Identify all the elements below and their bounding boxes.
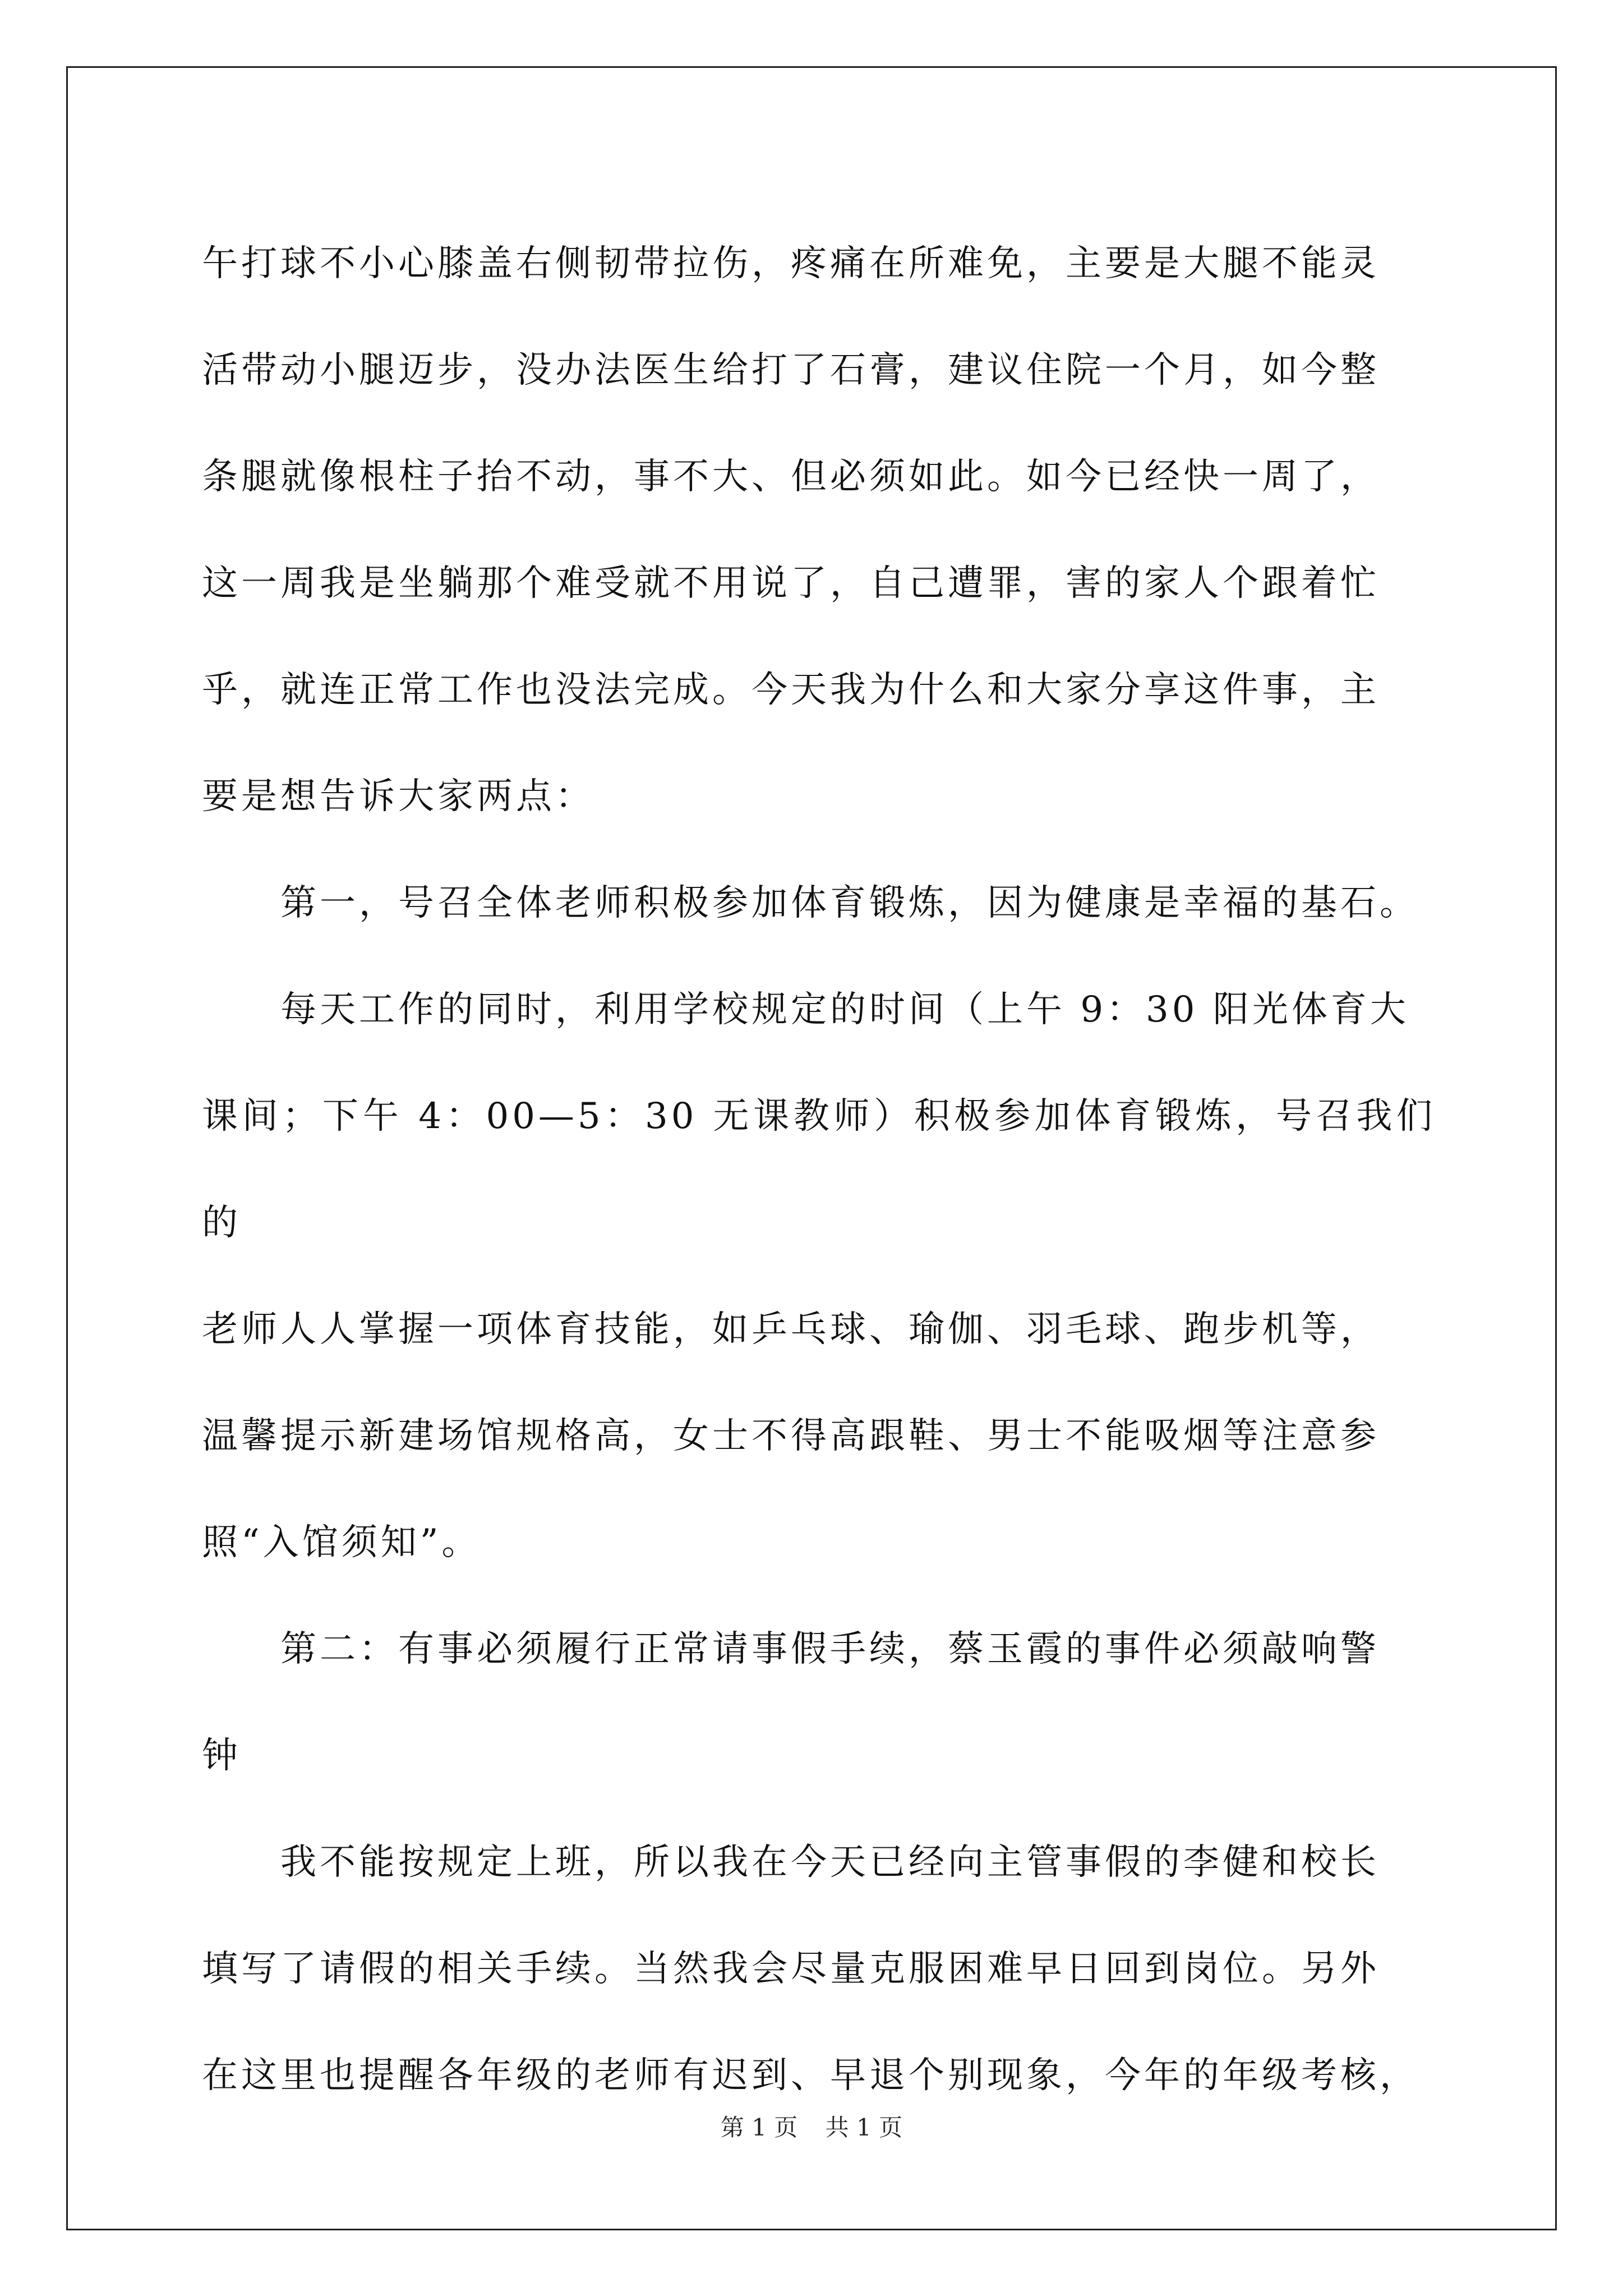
text-line: 老师人人掌握一项体育技能，如乒乓球、瑜伽、羽毛球、跑步机等， [202, 1309, 1380, 1350]
page-number: 第 1 页 [720, 2114, 798, 2141]
text-line: 填写了请假的相关手续。当然我会尽量克服困难早日回到岗位。另外 [202, 1948, 1380, 1990]
document-body [202, 210, 1436, 2129]
paragraph-2 [202, 850, 1436, 956]
text-line: 钟 [202, 1735, 241, 1777]
text-line: 午打球不小心膝盖右侧韧带拉伤，疼痛在所难免，主要是大腿不能灵 [202, 243, 1380, 284]
text-line: 第一，号召全体老师积极参加体育锻炼，因为健康是幸福的基石。 [280, 882, 1419, 924]
text-line: 乎，就连正常工作也没法完成。今天我为什么和大家分享这件事，主 [202, 669, 1380, 711]
text-line: 每天工作的同时，利用学校规定的时间（上午 9：30 阳光体育大 [280, 989, 1409, 1030]
text-line: 在这里也提醒各年级的老师有迟到、早退个别现象，今年的年级考核， [202, 2055, 1419, 2096]
paragraph-5 [202, 1809, 1436, 2129]
page-total: 共 1 页 [825, 2114, 903, 2141]
text-line: 这一周我是坐躺那个难受就不用说了，自己遭罪，害的家人个跟着忙 [202, 563, 1380, 604]
paragraph-3 [202, 956, 1436, 1596]
text-line: 第二：有事必须履行正常请事假手续，蔡玉霞的事件必须敲响警 [280, 1628, 1380, 1670]
text-line: 我不能按规定上班，所以我在今天已经向主管事假的李健和校长 [280, 1842, 1380, 1883]
text-line: 温馨提示新建场馆规格高，女士不得高跟鞋、男士不能吸烟等注意参 [202, 1415, 1380, 1457]
text-line: 条腿就像根柱子抬不动，事不大、但必须如此。如今已经快一周了， [202, 456, 1380, 498]
text-line: 要是想告诉大家两点： [202, 776, 594, 817]
paragraph-4 [202, 1596, 1436, 1809]
paragraph-1 [202, 210, 1436, 850]
page-footer [0, 2109, 1623, 2143]
text-line: 活带动小腿迈步，没办法医生给打了石膏，建议住院一个月，如今整 [202, 349, 1380, 391]
text-line: 照“入馆须知”。 [202, 1522, 481, 1563]
text-line: 课间；下午 4：00—5：30 无课教师）积极参加体育锻炼，号召我们的 [202, 1096, 1436, 1244]
